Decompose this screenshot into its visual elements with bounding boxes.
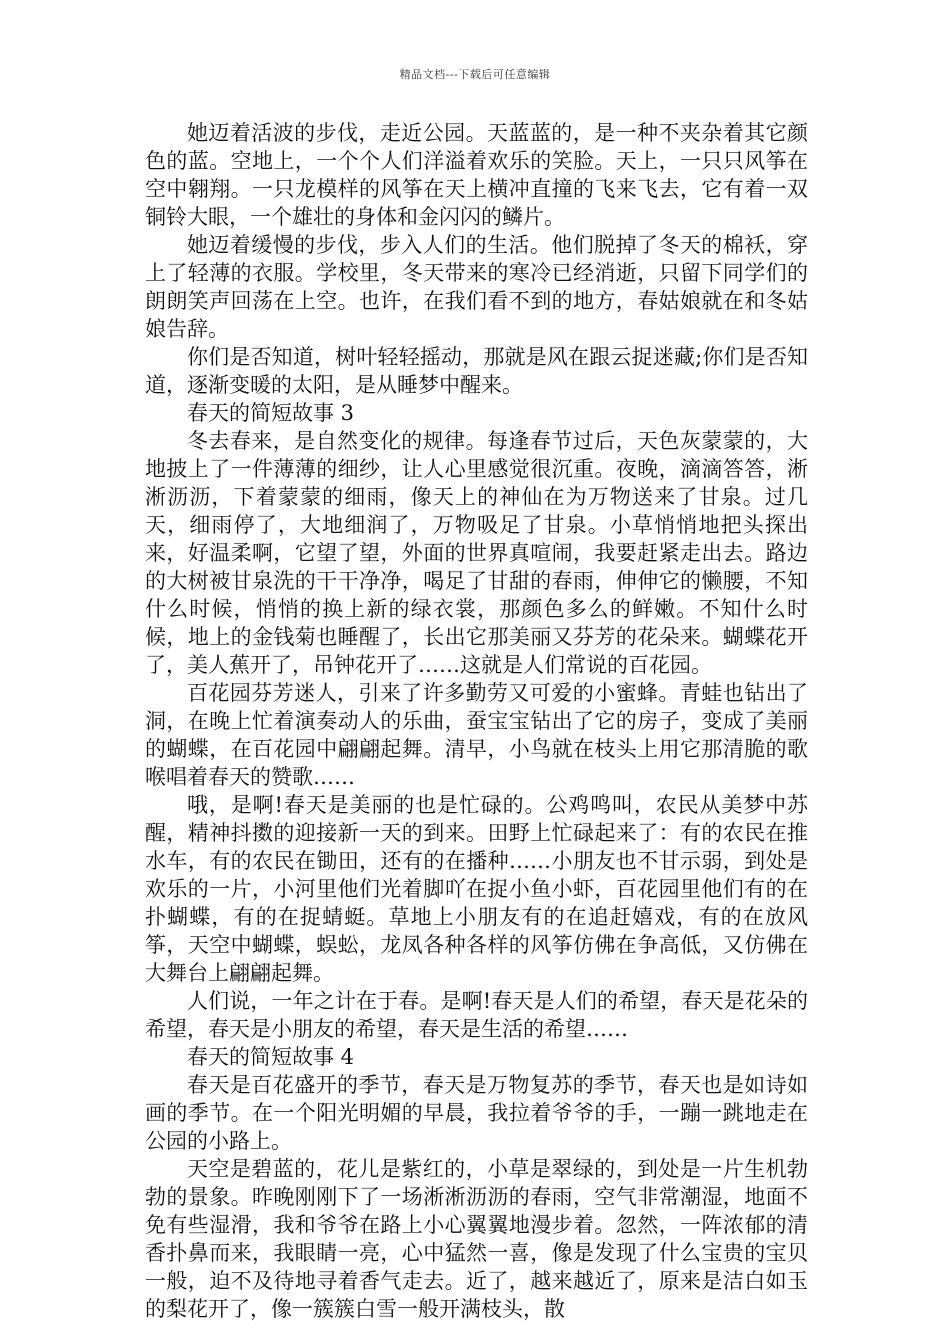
page-header: 精品文档---下载后可任意编辑 bbox=[399, 68, 551, 81]
document-body bbox=[145, 119, 808, 1323]
paragraph: 她迈着活波的步伐，走近公园。天蓝蓝的，是一种不夹杂着其它颜色的蓝。空地上，一个个人们洋溢着欢乐的笑脸。天上，一只只风筝在空中翱翔。一只龙模样的风筝在天上横冲直撞的飞来飞去，它有着一双铜铃大眼，一个雄壮的身体和金闪闪的鳞片。 bbox=[145, 121, 808, 229]
paragraph: 春天是百花盛开的季节，春天是万物复苏的季节，春天也是如诗如画的季节。在一个阳光明媚的早晨，我拉着爷爷的手，一蹦一跳地走在公园的小路上。 bbox=[145, 1073, 808, 1153]
section-heading: 春天的简短故事 3 bbox=[187, 401, 355, 425]
paragraph: 人们说，一年之计在于春。是啊!春天是人们的希望，春天是花朵的希望，春天是小朋友的希望，春天是生活的希望…… bbox=[145, 989, 808, 1041]
paragraph: 百花园芬芳迷人，引来了许多勤劳又可爱的小蜜蜂。青蛙也钻出了洞，在晚上忙着演奏动人的乐曲，蚕宝宝钻出了它的房子，变成了美丽的蝴蝶，在百花园中翩翩起舞。清早，小鸟就在枝头上用它那清脆的歌喉唱着春天的赞歌…… bbox=[145, 681, 808, 789]
paragraph: 她迈着缓慢的步伐，步入人们的生活。他们脱掉了冬天的棉袄，穿上了轻薄的衣服。学校里，冬天带来的寒冷已经消逝，只留下同学们的朗朗笑声回荡在上空。也许，在我们看不到的地方，春姑娘就在和冬姑娘告辞。 bbox=[145, 233, 808, 341]
paragraph: 哦，是啊!春天是美丽的也是忙碌的。公鸡鸣叫，农民从美梦中苏醒，精神抖擞的迎接新一天的到来。田野上忙碌起来了：有的农民在推水车，有的农民在锄田，还有的在播种……小朋友也不甘示弱，到处是欢乐的一片，小河里他们光着脚吖在捉小鱼小虾，百花园里他们有的在扑蝴蝶，有的在捉蜻蜓。草地上小朋友有的在追赶嬉戏，有的在放风筝，天空中蝴蝶，蜈蚣，龙凤各种各样的风筝仿佛在争高低，又仿佛在大舞台上翩翩起舞。 bbox=[145, 793, 808, 985]
paragraph: 你们是否知道，树叶轻轻摇动，那就是风在跟云捉迷藏;你们是否知道，逐渐变暖的太阳，是从睡梦中醒来。 bbox=[145, 345, 808, 397]
section-heading: 春天的简短故事 4 bbox=[187, 1045, 355, 1069]
paragraph: 冬去春来，是自然变化的规律。每逢春节过后，天色灰蒙蒙的，大地披上了一件薄薄的细纱，让人心里感觉很沉重。夜晚，滴滴答答，淅淅沥沥，下着蒙蒙的细雨，像天上的神仙在为万物送来了甘泉。过几天，细雨停了，大地细润了，万物吸足了甘泉。小草悄悄地把头探出来，好温柔啊，它望了望，外面的世界真喧闹，我要赶紧走出去。路边的大树被甘泉洗的干干净净，喝足了甘甜的春雨，伸伸它的懒腰，不知什么时候，悄悄的换上新的绿衣裳，那颜色多么的鲜嫩。不知什么时候，地上的金钱菊也睡醒了，长出它那美丽又芬芳的花朵来。蝴蝶花开了，美人蕉开了，吊钟花开了……这就是人们常说的百花园。 bbox=[145, 429, 808, 677]
paragraph: 天空是碧蓝的，花儿是紫红的，小草是翠绿的，到处是一片生机勃勃的景象。昨晚刚刚下了一场淅淅沥沥的春雨，空气非常潮湿，地面不免有些湿滑，我和爷爷在路上小心翼翼地漫步着。忽然，一阵浓郁的清香扑鼻而来，我眼睛一亮，心中猛然一喜，像是发现了什么宝贵的宝贝一般，迫不及待地寻着香气走去。近了，越来越近了，原来是洁白如玉的梨花开了，像一簇簇白雪一般开满枝头，散 bbox=[145, 1157, 808, 1321]
